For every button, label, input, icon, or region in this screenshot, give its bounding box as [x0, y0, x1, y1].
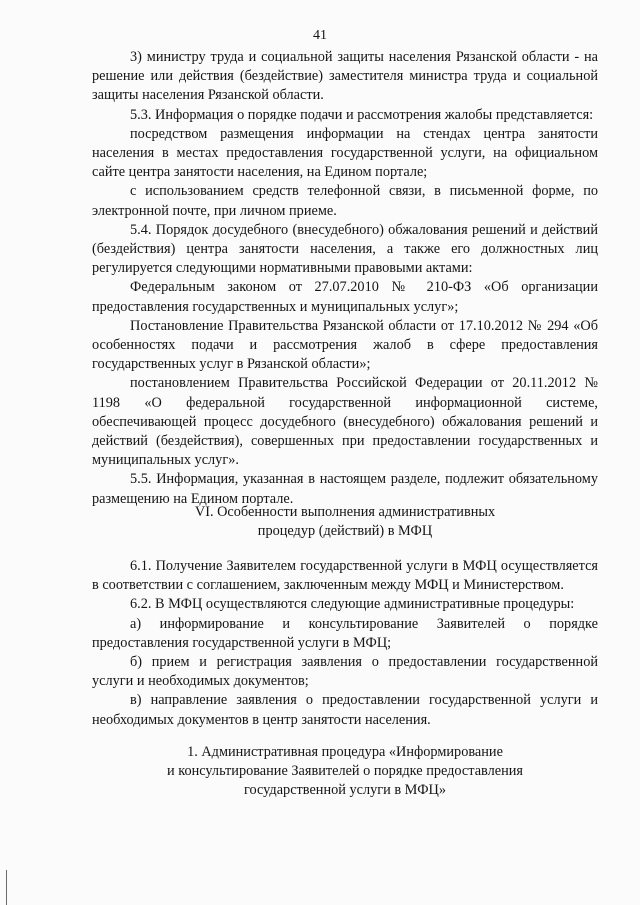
page-number: 41	[313, 28, 327, 43]
paragraph: а) информирование и консультирование Заявителей о порядке предоставления государственной услуги в МФЦ;	[92, 615, 598, 651]
paragraph: постановлением Правительства Российской Федерации от 20.11.2012 № 1198 «О федеральной государственной информационной системе, обеспечивающей процесс досудебного (внесудебного) обжалования решений и действий (бездействия), совершенных при предоставлении государственных и муниципальных услуг».	[92, 375, 598, 469]
paragraph: Федеральным законом от 27.07.2010 № 210-ФЗ «Об организации предоставления государственных и муниципальных услуг»;	[92, 279, 598, 315]
section-6-heading	[92, 503, 598, 541]
section-heading-line: процедур (действий) в МФЦ	[257, 523, 433, 540]
paragraph: 6.1. Получение Заявителем государственной услуги в МФЦ осуществляется в соответствии с соглашением, заключенным между МФЦ и Министерством.	[92, 558, 598, 594]
paragraph: 5.5. Информация, указанная в настоящем разделе, подлежит обязательному размещению на Едином портале.	[92, 471, 598, 507]
section-heading-line: VI. Особенности выполнения административных	[194, 504, 496, 520]
paragraph: в) направление заявления о предоставлении государственной услуги и необходимых документов в центр занятости населения.	[92, 692, 598, 728]
paragraph: с использованием средств телефонной связи, в письменной форме, по электронной почте, при личном приеме.	[92, 183, 598, 219]
paragraph: б) прием и регистрация заявления о предоставлении государственной услуги и необходимых документов;	[92, 654, 598, 690]
section-5-text	[92, 48, 598, 509]
paragraph: Постановление Правительства Рязанской области от 17.10.2012 № 294 «Об особенностях подачи и рассмотрения жалоб в сфере предоставления государственных услуг в Рязанской области»;	[92, 317, 598, 373]
subsection-1-heading	[92, 743, 598, 801]
paragraph: 3) министру труда и социальной защиты населения Рязанской области - на решение или действия (бездействие) заместителя министра труда и социальной защиты населения Рязанской области.	[92, 49, 598, 104]
scan-margin-line	[6, 870, 7, 905]
section-6-text	[92, 557, 598, 730]
paragraph: 5.4. Порядок досудебного (внесудебного) обжалования решений и действий (бездействия) центра занятости населения, а также его должностных лиц регулируется следующими нормативными правовыми актами:	[92, 221, 598, 277]
subsection-heading-line: 1. Административная процедура «Информирование	[187, 744, 503, 760]
subsection-heading-line: государственной услуги в МФЦ»	[244, 782, 446, 799]
paragraph: 6.2. В МФЦ осуществляются следующие административные процедуры:	[130, 596, 575, 613]
paragraph: 5.3. Информация о порядке подачи и рассмотрения жалобы представляется:	[130, 106, 594, 123]
paragraph: посредством размещения информации на стендах центра занятости населения в местах предоставления государственной услуги, на официальном сайте центра занятости населения, на Едином портале;	[92, 125, 598, 181]
subsection-heading-line: и консультирование Заявителей о порядке предоставления	[167, 763, 523, 780]
